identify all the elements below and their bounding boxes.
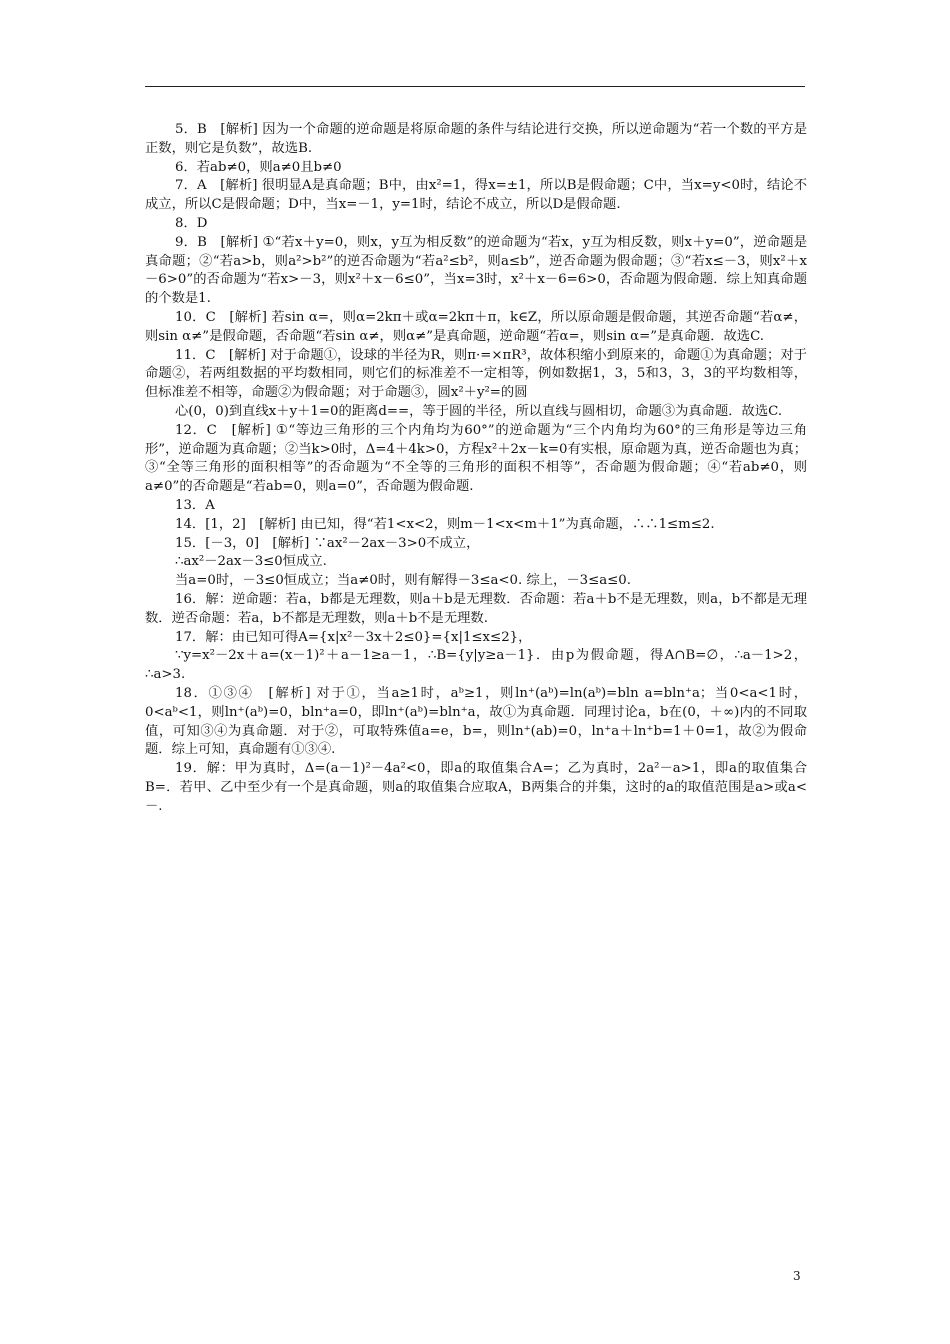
answer-9: 9．B [解析] ①“若x＋y=0，则x，y互为相反数”的逆命题为“若x，y互为相反数，则x＋y=0”，逆命题是真命题；②“若a>b，则a²>b²”的逆否命题为“若a²≤b²，则a≤b”，逆否命题为假命题；③“若x≤－3，则x²＋x－6>0”的否命题为“若x>－3，则x²＋x－6≤0”，当x=3时，x²＋x－6=6>0，否命题为假命题．综上知真命题的个数是1. <box>145 234 807 307</box>
answer-15: 15．[－3，0] [解析] ∵ax²－2ax－3>0不成立， <box>175 535 480 551</box>
answer-16: 16．解：逆命题：若a，b都是无理数，则a＋b是无理数．否命题：若a＋b不是无理数，则a，b不都是无理数．逆否命题：若a，b不都是无理数，则a＋b不是无理数. <box>145 591 807 626</box>
answer-11-continued: 心(0，0)到直线x＋y＋1=0的距离d==，等于圆的半径，所以直线与圆相切，命题③为真命题．故选C. <box>175 403 783 419</box>
answer-8: 8．D <box>175 215 208 231</box>
answer-10: 10．C [解析] 若sin α=，则α=2kπ＋或α=2kπ＋π，k∈Z，所以原命题是假命题，其逆否命题“若α≠，则sin α≠”是假命题，否命题“若sin α≠，则α≠”是真命题，逆命题“若α=，则sin α=”是真命题．故选C. <box>145 309 807 344</box>
answer-7: 7．A [解析] 很明显A是真命题；B中，由x²=1，得x=±1，所以B是假命题；C中，当x=y<0时，结论不成立，所以C是假命题；D中，当x=－1，y=1时，结论不成立，所以D是假命题. <box>145 178 807 213</box>
answer-17: 17．解：由已知可得A={x|x²－3x＋2≤0}={x|1≤x≤2}， <box>175 629 532 645</box>
answer-12: 12．C [解析] ①“等边三角形的三个内角均为60°”的逆命题为“三个内角均为60°的三角形是等边三角形”，逆命题为真命题；②当k>0时，Δ=4＋4k>0，方程x²＋2x－k=0有实根，原命题为真，逆否命题也为真；③“全等三角形的面积相等”的否命题为“不全等的三角形的面积不相等”，否命题为假命题；④“若ab≠0，则a≠0”的否命题是“若ab=0，则a=0”，否命题为假命题. <box>145 422 807 495</box>
answer-6: 6．若ab≠0，则a≠0且b≠0 <box>175 159 342 175</box>
answer-15-line3: 当a=0时，－3≤0恒成立；当a≠0时，则有解得－3≤a<0. 综上，－3≤a≤0. <box>175 573 631 589</box>
answer-18: 18．①③④ [解析] 对于①，当a≥1时，aᵇ≥1，则ln⁺(aᵇ)=ln(aᵇ)=bln a=bln⁺a；当0<a<1时，0<aᵇ<1，则ln⁺(aᵇ)=0，bln⁺a=0，即ln⁺(aᵇ)=bln⁺a，故①为真命题．同理讨论a，b在(0，＋∞)内的不同取值，可知③④为真命题．对于②，可取特殊值a=e，b=，则ln⁺(ab)=0，ln⁺a＋ln⁺b=1＋0=1，故②为假命题．综上可知，真命题有①③④. <box>145 685 807 758</box>
answer-15-line2: ∴ax²－2ax－3≤0恒成立. <box>175 554 327 570</box>
page-number: 3 <box>793 1269 801 1283</box>
answer-14: 14．[1，2] [解析] 由已知，得“若1<x<2，则m－1<x<m＋1”为真命题，∴∴1≤m≤2. <box>175 516 715 532</box>
answer-11: 11．C [解析] 对于命题①，设球的半径为R，则π·=×πR³，故体积缩小到原来的，命题①为真命题；对于命题②，若两组数据的平均数相同，则它们的标准差不一定相等，例如数据1，3，5和3，3，3的平均数相等，但标准差不相等，命题②为假命题；对于命题③，圆x²＋y²=的圆 <box>145 347 807 401</box>
answer-13: 13．A <box>175 497 215 513</box>
answer-content <box>145 121 807 816</box>
header-rule <box>145 86 805 87</box>
answer-17-line2: ∵y=x²－2x＋a=(x－1)²＋a－1≥a－1，∴B={y|y≥a－1}．由p为假命题，得A∩B=∅，∴a－1>2，∴a>3. <box>145 648 807 683</box>
answer-19: 19．解：甲为真时，Δ=(a－1)²－4a²<0，即a的取值集合A=；乙为真时，2a²－a>1，即a的取值集合B=．若甲、乙中至少有一个是真命题，则a的取值集合应取A，B两集合的并集，这时的a的取值范围是a>或a<－. <box>145 761 807 814</box>
answer-5: 5．B [解析] 因为一个命题的逆命题是将原命题的条件与结论进行交换，所以逆命题为“若一个数的平方是正数，则它是负数”，故选B. <box>145 122 807 156</box>
